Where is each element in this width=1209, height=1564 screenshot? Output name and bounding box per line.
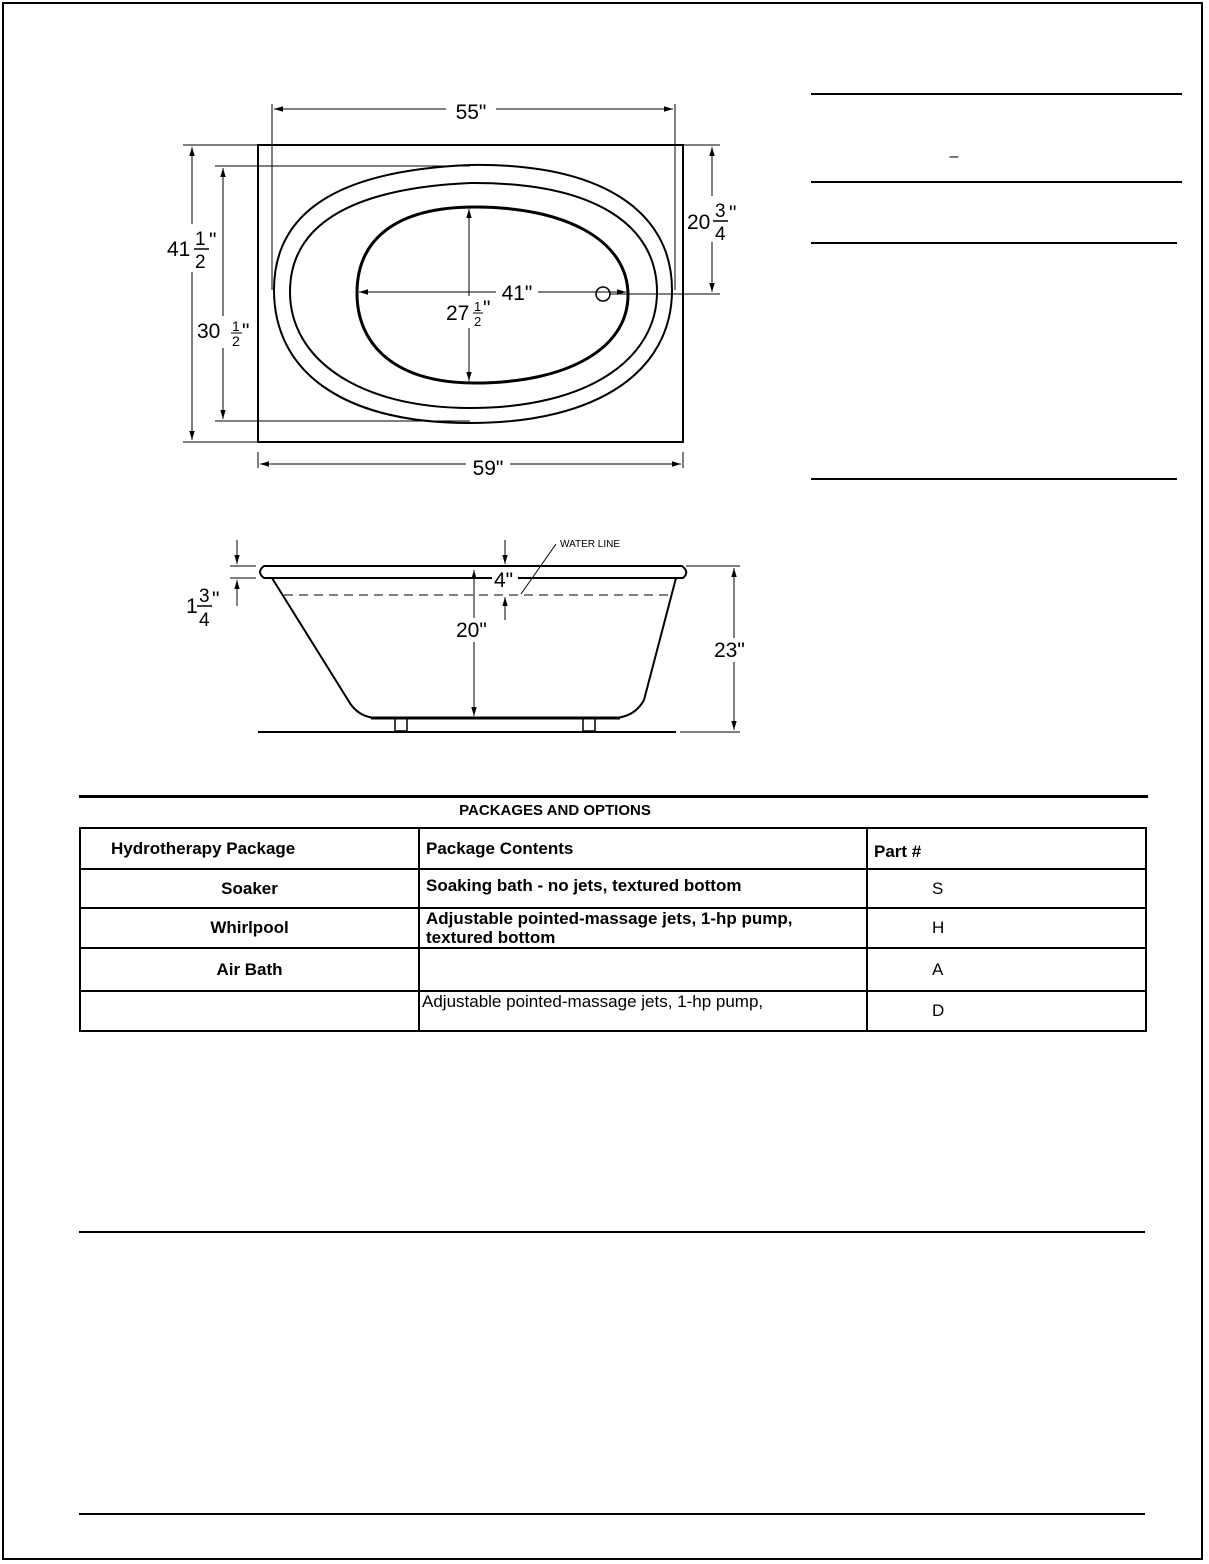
part-cell: A (867, 948, 1146, 991)
svg-text:3: 3 (715, 201, 726, 222)
label-41-half (165, 224, 221, 273)
label-59: 59" (472, 457, 504, 480)
spec-dash: – (949, 148, 959, 165)
svg-text:2: 2 (195, 252, 206, 273)
svg-text:1: 1 (232, 318, 240, 334)
label-1-3qtr (186, 586, 219, 631)
options-title: PACKAGES AND OPTIONS (459, 802, 651, 819)
part-cell: D (867, 991, 1146, 1031)
package-cell (80, 991, 419, 1031)
label-27-half (444, 296, 494, 329)
inner-rim (290, 183, 657, 408)
header-part: Part # (867, 828, 1146, 869)
label-4: 4" (494, 569, 514, 592)
drain-icon (596, 287, 610, 301)
contents-cell (419, 948, 867, 991)
contents-cell: Adjustable pointed-massage jets, 1-hp pump, (419, 991, 867, 1031)
svg-text:4: 4 (199, 610, 210, 631)
svg-text:": " (242, 320, 250, 343)
package-cell: Whirlpool (80, 908, 419, 948)
footer-rule (79, 1513, 1145, 1515)
table-header-row (80, 828, 1146, 869)
package-cell: Soaker (80, 869, 419, 908)
header-package: Hydrotherapy Package (80, 828, 419, 869)
svg-text:": " (212, 588, 220, 611)
part-cell: S (867, 869, 1146, 908)
svg-text:4: 4 (715, 224, 726, 245)
label-20-3qtr (685, 196, 741, 245)
svg-text:20: 20 (687, 211, 711, 234)
svg-text:2: 2 (474, 314, 482, 329)
svg-text:27: 27 (446, 302, 470, 325)
svg-text:2: 2 (232, 333, 240, 349)
part-cell: H (867, 908, 1146, 948)
options-top-rule (79, 795, 1148, 798)
basin (357, 207, 628, 383)
contents-cell: Soaking bath - no jets, textured bottom (419, 869, 867, 908)
svg-text:1: 1 (186, 595, 198, 618)
table-row (80, 948, 1146, 991)
options-table (79, 827, 1147, 1032)
svg-text:3: 3 (199, 586, 210, 607)
section-rule (79, 1231, 1145, 1233)
tub-rim-side (260, 566, 686, 578)
svg-text:30: 30 (197, 320, 221, 343)
svg-text:1: 1 (195, 229, 206, 250)
table-row (80, 991, 1146, 1031)
contents-cell: Adjustable pointed-massage jets, 1-hp pump, textured bottom (419, 908, 867, 948)
svg-text:": " (209, 229, 217, 252)
package-cell: Air Bath (80, 948, 419, 991)
svg-text:1: 1 (474, 299, 482, 314)
label-55: 55" (455, 101, 487, 124)
table-row (80, 908, 1146, 948)
label-30-half (196, 316, 252, 349)
label-41: 41" (501, 282, 533, 305)
water-line-label: WATER LINE (560, 539, 621, 550)
header-contents: Package Contents (419, 828, 867, 869)
top-view (183, 104, 720, 468)
svg-text:41: 41 (167, 238, 191, 261)
foot-right (583, 718, 595, 731)
label-23: 23" (714, 639, 745, 662)
table-row (80, 869, 1146, 908)
svg-text:": " (729, 202, 737, 225)
svg-text:": " (483, 297, 491, 320)
foot-left (395, 718, 407, 731)
label-20: 20" (456, 619, 487, 642)
